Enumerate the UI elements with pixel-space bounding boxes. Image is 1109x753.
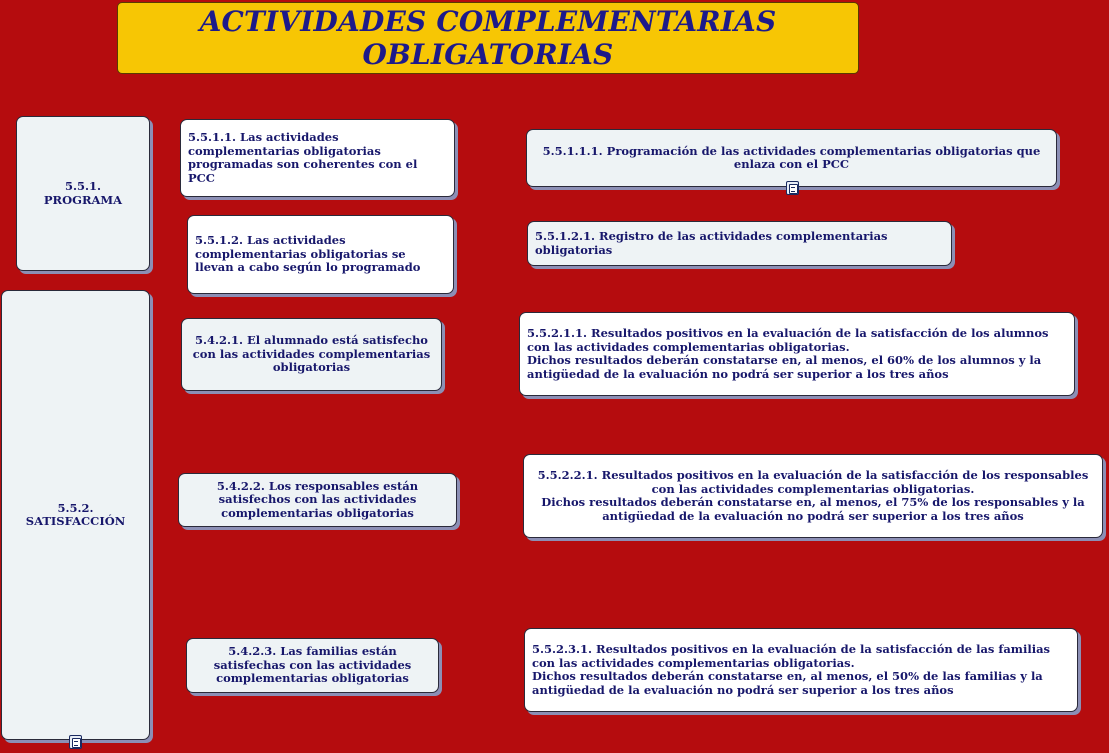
criterion-node[interactable]: 5.4.2.2. Los responsables están satisfechos con las actividades complementarias obligatorias bbox=[178, 473, 457, 527]
criterion-node[interactable]: 5.4.2.1. El alumnado está satisfecho con las actividades complementarias obligatorias bbox=[181, 318, 442, 391]
evidence-node[interactable]: 5.5.1.2.1. Registro de las actividades complementarias obligatorias bbox=[527, 221, 952, 266]
criterion-node[interactable]: 5.4.2.3. Las familias están satisfechas con las actividades complementarias obligatorias bbox=[186, 638, 439, 693]
criterion-node[interactable]: 5.5.1.2. Las actividades complementarias obligatorias se llevan a cabo según lo programado bbox=[187, 215, 454, 294]
evidence-node[interactable]: 5.5.2.1.1. Resultados positivos en la evaluación de la satisfacción de los alumnos con las actividades complementarias obligatorias. Dichos resultados deberán constatarse en, al menos, el 60% de los alumnos y la antigüedad de la evaluación no podrá ser superior a los tres años bbox=[519, 312, 1075, 396]
title-line-1: ACTIVIDADES COMPLEMENTARIAS bbox=[199, 5, 777, 38]
category-satisfaccion[interactable]: 5.5.2. SATISFACCIÓN bbox=[1, 290, 150, 740]
category-programa[interactable]: 5.5.1. PROGRAMA bbox=[16, 116, 150, 271]
evidence-node[interactable]: 5.5.2.2.1. Resultados positivos en la evaluación de la satisfacción de los responsables con las actividades complementarias obligatorias. Dichos resultados deberán constatarse en, al menos, el 75% de los responsables y la antigüedad de la evaluación no podrá ser superior a los tres años bbox=[523, 454, 1103, 538]
evidence-node[interactable]: 5.5.2.3.1. Resultados positivos en la evaluación de la satisfacción de las familias con las actividades complementarias obligatorias. Dichos resultados deberán constatarse en, al menos, el 50% de las familias y la antigüedad de la evaluación no podrá ser superior a los tres años bbox=[524, 628, 1078, 712]
note-icon[interactable] bbox=[786, 181, 799, 195]
note-icon[interactable] bbox=[69, 735, 82, 749]
title-line-2: OBLIGATORIAS bbox=[362, 38, 614, 71]
evidence-node[interactable]: 5.5.1.1.1. Programación de las actividades complementarias obligatorias que enlaza con el PCC bbox=[526, 129, 1057, 187]
criterion-node[interactable]: 5.5.1.1. Las actividades complementarias obligatorias programadas son coherentes con el PCC bbox=[180, 119, 455, 197]
map-title bbox=[117, 2, 859, 74]
